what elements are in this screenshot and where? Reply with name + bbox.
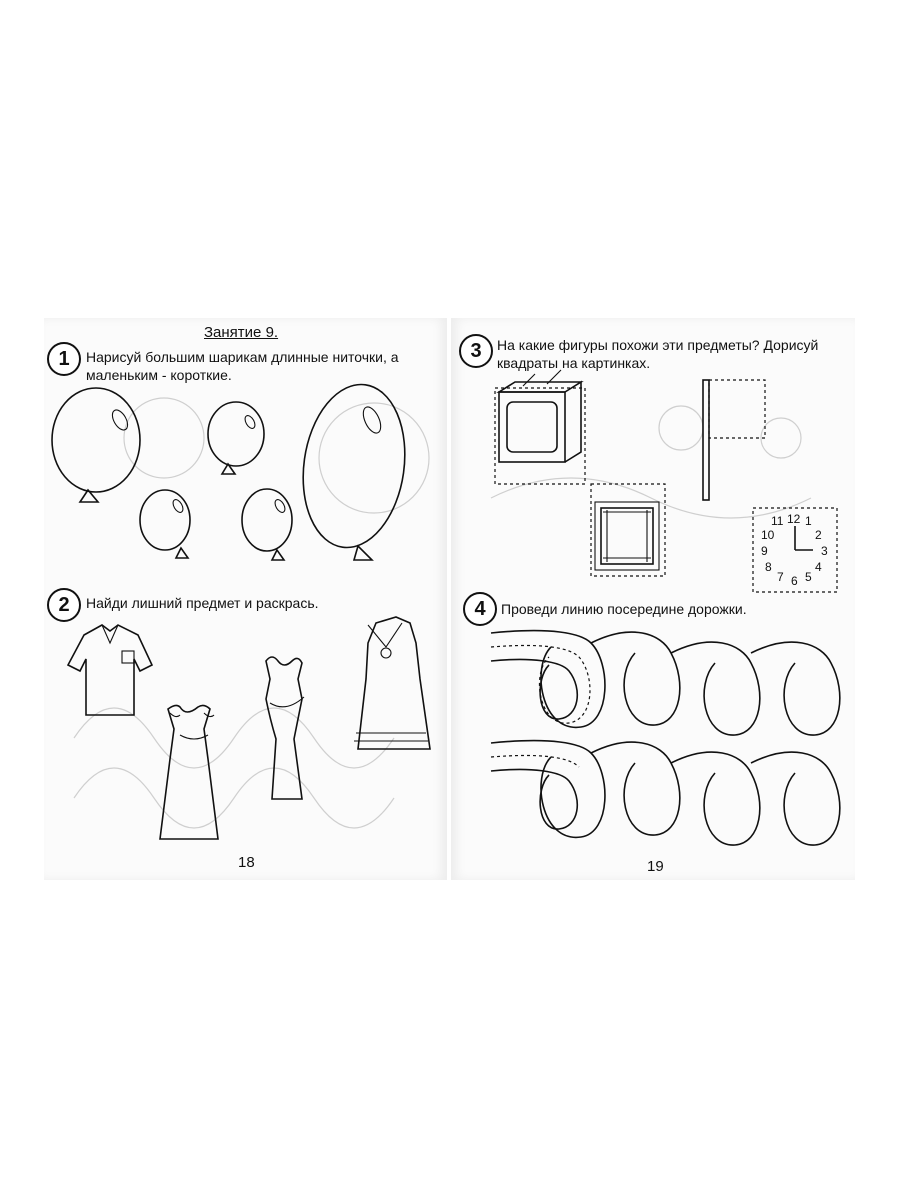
long-dress-ruffled (160, 705, 218, 839)
task-2-number: 2 (47, 588, 81, 622)
clock-num-1: 1 (805, 514, 812, 528)
clock-num-3: 3 (821, 544, 828, 558)
shirt (68, 625, 152, 715)
task-4-number: 4 (463, 592, 497, 626)
task-4-text: Проведи линию посередине дорожки. (501, 601, 747, 617)
page-number-left: 18 (238, 854, 255, 871)
sailor-dress (354, 617, 430, 749)
left-page (44, 318, 447, 880)
clock-num-5: 5 (805, 570, 812, 584)
lesson-title: Занятие 9. (204, 324, 279, 341)
clock-num-7: 7 (777, 570, 784, 584)
loop-path-bottom (491, 741, 840, 845)
clock-num-9: 9 (761, 544, 768, 558)
clothes-illustration (44, 613, 447, 873)
clock-num-12: 12 (787, 512, 801, 526)
clock-num-10: 10 (761, 528, 775, 542)
balloon-large-right (293, 378, 415, 560)
clock-num-4: 4 (815, 560, 822, 574)
clock-num-8: 8 (765, 560, 772, 574)
tv-box (495, 370, 585, 484)
page-number-right: 19 (647, 858, 664, 875)
clock-num-6: 6 (791, 574, 798, 588)
clock-num-11: 11 (771, 514, 784, 528)
balloon-small-top (208, 402, 264, 474)
loop-path-top (491, 631, 840, 735)
balloon-large-left (52, 388, 140, 502)
task-1-text-line1: Нарисуй большим шарикам длинные ниточки, а (86, 349, 399, 365)
task-1-number: 1 (47, 342, 81, 376)
dress-ruffled-short (266, 657, 304, 799)
task-2-text: Найди лишний предмет и раскрась. (86, 595, 319, 611)
loop-paths-illustration (451, 623, 855, 853)
task-3-number: 3 (459, 334, 493, 368)
right-page (451, 318, 855, 880)
clock-numbers (753, 508, 837, 592)
balloon-small-bottom-left (140, 490, 190, 558)
window-frame (591, 484, 665, 576)
flag (703, 380, 765, 500)
clock-num-2: 2 (815, 528, 822, 542)
task-3-text-line2: квадраты на картинках. (497, 355, 651, 371)
task-1-text-line2: маленьким - короткие. (86, 367, 232, 383)
balloon-small-bottom-right (242, 489, 292, 560)
task-3-text-line1: На какие фигуры похожи эти предметы? Дорисуй (497, 337, 819, 353)
